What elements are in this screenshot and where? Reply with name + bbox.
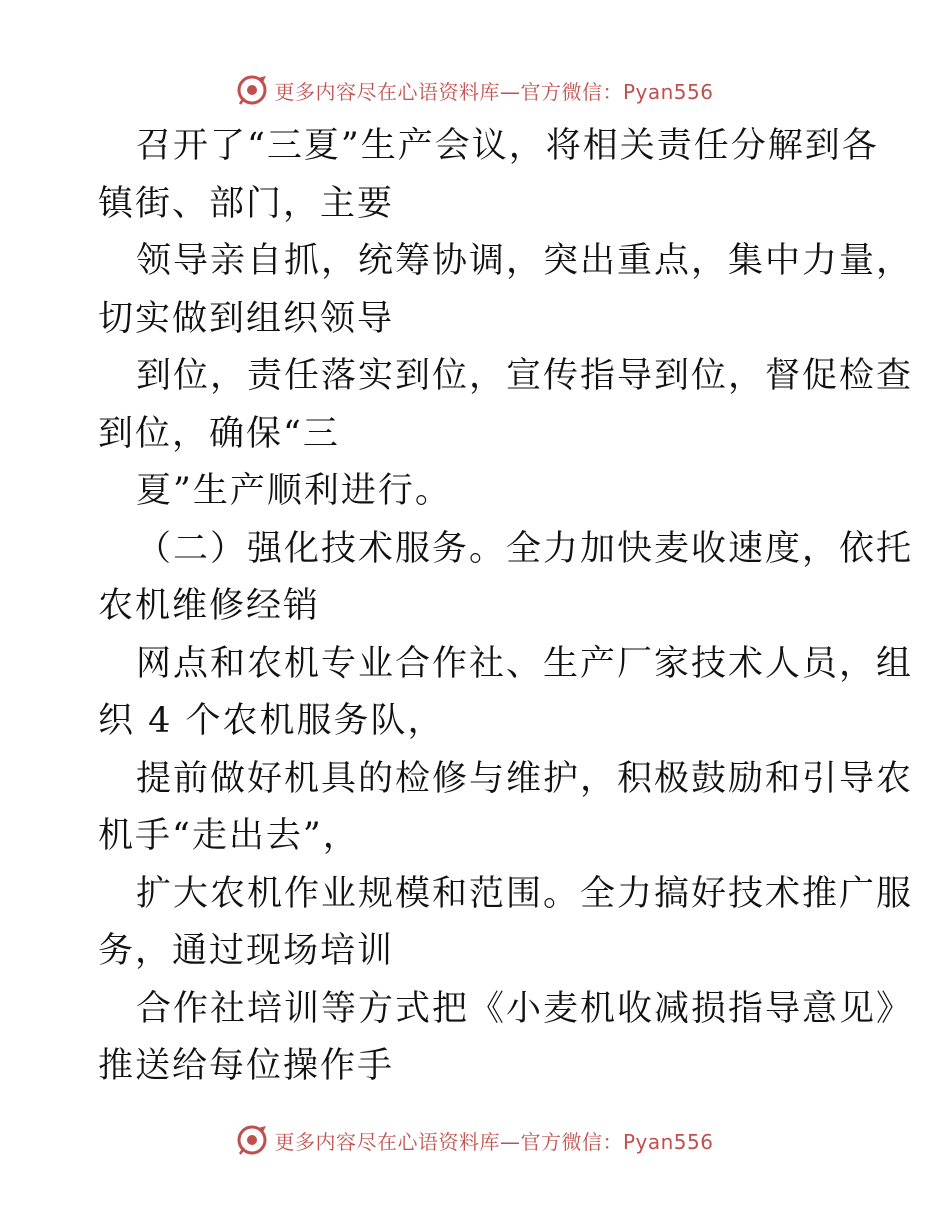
footer-banner <box>0 1122 950 1158</box>
paragraph-line: 领导亲自抓，统筹协调，突出重点，集中力量， <box>136 241 914 281</box>
document-body <box>98 118 914 1096</box>
header-banner <box>0 72 950 108</box>
paragraph <box>98 463 858 521</box>
paragraph <box>98 866 914 981</box>
paragraph-line: 到位，确保“三 <box>98 413 340 454</box>
paragraph-line: 合作社培训等方式把《小麦机收减损指导意见》 <box>136 988 914 1029</box>
paragraph <box>98 521 914 636</box>
quill-circle-icon <box>236 1124 268 1156</box>
paragraph-line: （二）强化技术服务。全力加快麦收速度，依托 <box>136 528 914 569</box>
paragraph <box>98 636 914 751</box>
paragraph <box>98 348 914 463</box>
paragraph-line: 扩大农机作业规模和范围。全力搞好技术推广服 <box>136 873 914 914</box>
paragraph <box>98 751 914 866</box>
paragraph-line: 织 4 个农机服务队， <box>98 701 445 741</box>
paragraph-line: 夏”生产顺利进行。 <box>136 471 452 511</box>
paragraph-line: 到位，责任落实到位，宣传指导到位，督促检查 <box>136 356 914 396</box>
paragraph <box>98 118 879 233</box>
paragraph-line: 农机维修经销 <box>98 586 321 626</box>
paragraph-line: 提前做好机具的检修与维护，积极鼓励和引导农 <box>136 758 914 799</box>
paragraph-line: 务，通过现场培训 <box>98 931 395 971</box>
quill-circle-icon <box>236 74 268 106</box>
paragraph-line: 推送给每位操作手 <box>98 1046 395 1086</box>
paragraph-line: 切实做到组织领导 <box>98 298 395 339</box>
paragraph-line: 网点和农机专业合作社、生产厂家技术人员，组 <box>136 643 914 684</box>
header-banner-text: 更多内容尽在心语资料库—官方微信：Pyan556 <box>274 79 714 104</box>
paragraph <box>98 981 914 1096</box>
paragraph-line: 镇街、部门，主要 <box>98 183 395 224</box>
paragraph-line: 召开了“三夏”生产会议，将相关责任分解到各 <box>136 126 879 166</box>
footer-banner-text: 更多内容尽在心语资料库—官方微信：Pyan556 <box>274 1129 714 1154</box>
paragraph <box>98 233 914 348</box>
paragraph-line: 机手“走出去”， <box>98 816 360 856</box>
